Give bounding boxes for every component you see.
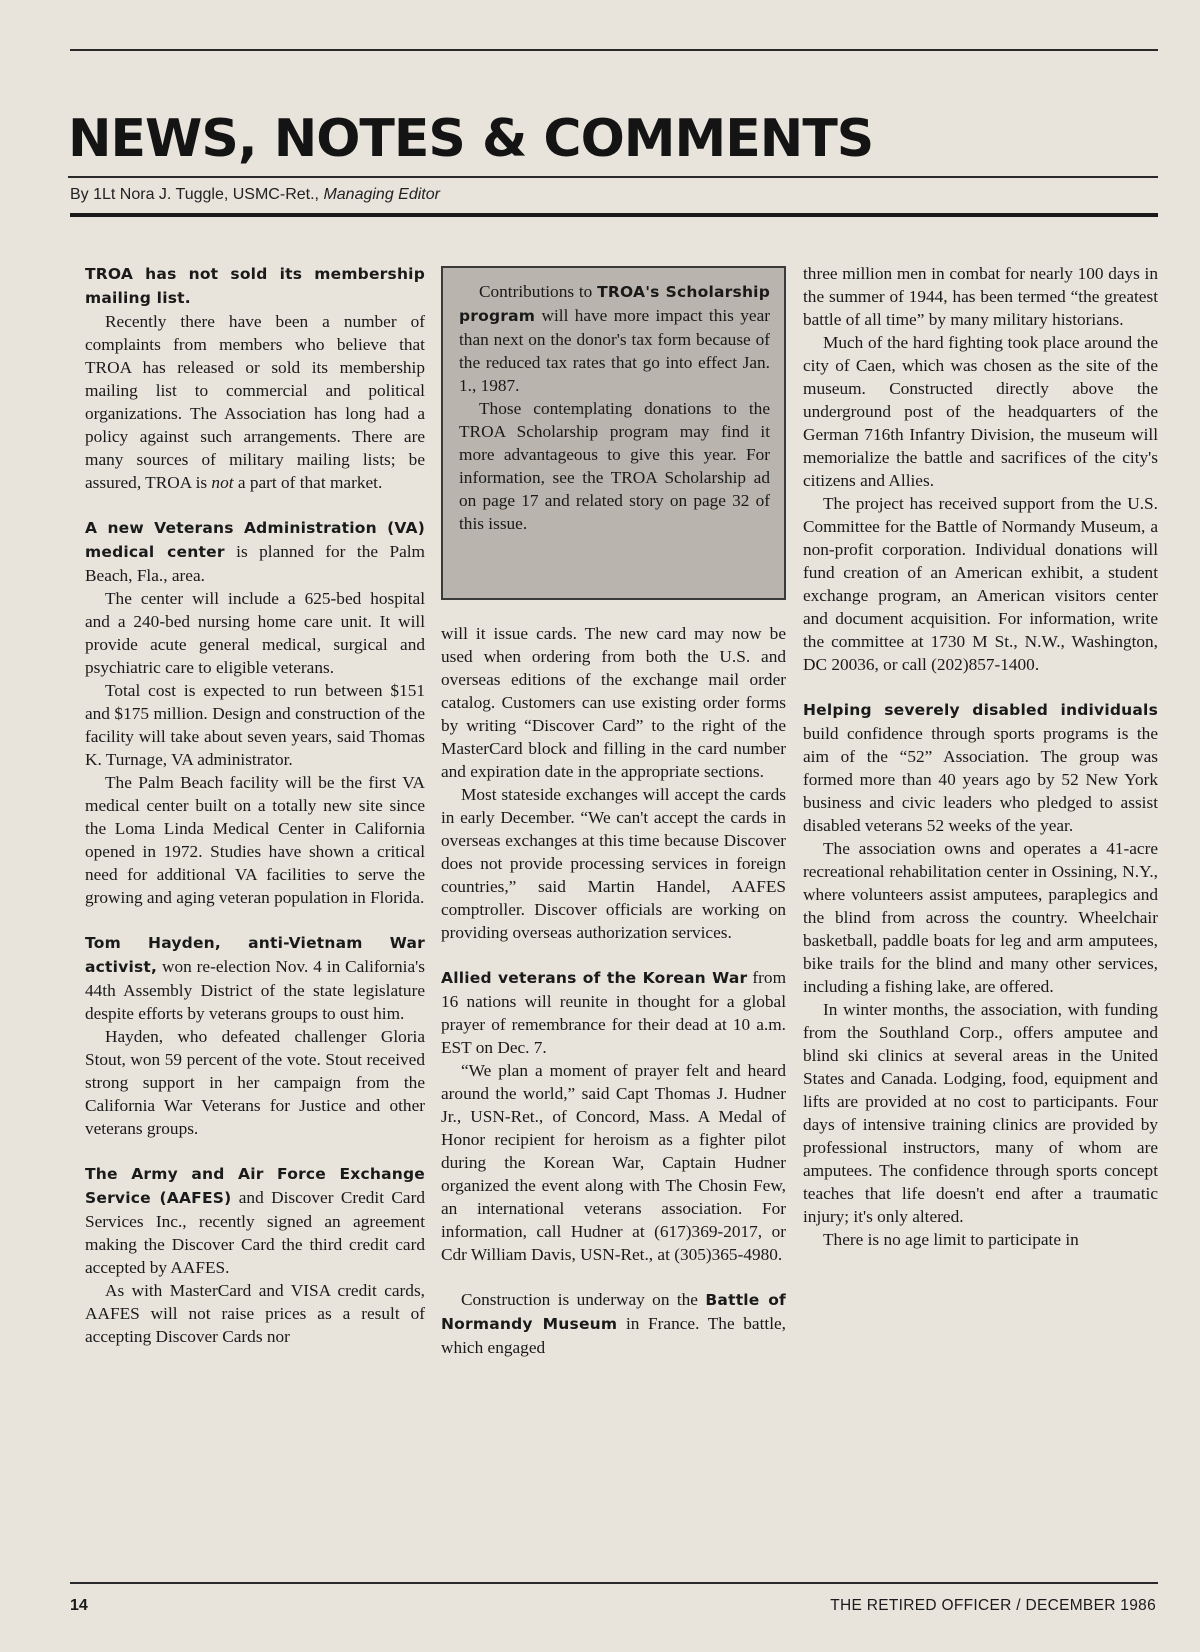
body-text: and Discover Credit Card Services Inc., recently signed an agreement making the Discover Card the third credit card accepted by AAFES. [85, 1188, 425, 1277]
body-text: will have more impact this year than next on the donor's tax form because of the reduced tax rates that go into effect Jan. 1., 1987. [459, 306, 770, 395]
paragraph: Hayden, who defeated challenger Gloria Stout, won 59 percent of the vote. Stout received strong support in her campaign from the California War Veterans for Justice and other veterans groups. [85, 1027, 425, 1138]
kicker-text: Battle of Normandy Museum [441, 1291, 787, 1333]
paragraph: In winter months, the association, with funding from the Southland Corp., offers amputee and blind ski clinics at several areas in the United States and Canada. Lodging, food, equipment and lifts are provided at no cost to participants. Four days of intensive training clinics are provided by professional instructors, many of whom are amputees. The confidence through sports concept teaches that life doesn't end after a traumatic injury; it's only altered. [803, 1000, 1158, 1226]
paragraph: There is no age limit to participate in [823, 1230, 1079, 1249]
kicker-text: TROA's Scholarship program [459, 283, 770, 325]
paragraph: three million men in combat for nearly 100 days in the summer of 1944, has been termed “the greatest battle of all time” by many military historians. [803, 264, 1158, 329]
item-korean-war-lead [441, 966, 786, 1059]
column-1 [85, 262, 425, 1348]
column-3 [803, 262, 1158, 1251]
body-text: won re-election Nov. 4 in California's 44th Assembly District of the state legislature despite efforts by veterans groups to oust him. [85, 957, 425, 1023]
sidebar-paragraph: Those contemplating donations to the TROA Scholarship program may find it more advantageous to give this year. For information, see the TROA Scholarship ad on page 17 and related story on page 32 of this issue. [459, 399, 770, 533]
item-mailing-list-kicker [85, 262, 425, 310]
byline [70, 186, 1070, 204]
kicker-text: Tom Hayden, anti-Vietnam War activist, [85, 934, 425, 976]
body-text: Construction is underway on the [461, 1290, 698, 1309]
item-hayden-lead [85, 931, 425, 1025]
paragraph: “We plan a moment of prayer felt and heard around the world,” said Capt Thomas J. Hudner Jr., USN-Ret., of Concord, Mass. A Medal of Honor recipient for heroism as a fighter pilot during the Korean War, Captain Hudner organized the event along with The Chosin Few, an international veterans association. For information, call Hudner at (617)369-2017, or Cdr William Davis, USN-Ret., at (305)365-4980. [441, 1061, 786, 1264]
byline-role: Managing Editor [323, 186, 440, 203]
body-text: Recently there have been a number of complaints from members who believe that TROA has released or sold its membership mailing list to commercial and political organizations. The Association has long had a policy against such arrangements. There are many sources of military mailing lists; be assured, TROA is [85, 312, 425, 492]
paragraph: will it issue cards. The new card may now be used when ordering from both the U.S. and overseas editions of the exchange mail order catalog. Customers can use existing order forms by writing “Discover Card” to the right of the MasterCard block and filling in the card number and expiration date in the appropriate sections. [441, 624, 786, 781]
kicker-text: The Army and Air Force Exchange Service (AAFES) [85, 1165, 425, 1207]
item-va-center-lead [85, 516, 425, 587]
body-text: in France. The battle, which engaged [441, 1314, 786, 1357]
paragraph: As with MasterCard and VISA credit cards, AAFES will not raise prices as a result of accepting Discover Cards nor [85, 1281, 425, 1346]
paragraph: Much of the hard fighting took place around the city of Caen, which was chosen as the site of the museum. Constructed directly above the underground post of the headquarters of the German 716th Infantry Division, the museum will memorialize the battle and sacrifices of the city's citizens and Allies. [803, 333, 1158, 490]
byline-author: By 1Lt Nora J. Tuggle, USMC-Ret., [70, 186, 319, 203]
paragraph: The project has received support from the U.S. Committee for the Battle of Normandy Museum, a non-profit corporation. Individual donations will fund creation of an American exhibit, a student exchange program, an American visitors center and document acquisition. For information, write the committee at 1730 M St., N.W., Washington, DC 20036, or call (202)857-1400. [803, 494, 1158, 674]
footer-rule [70, 1582, 1158, 1584]
paragraph: The center will include a 625-bed hospital and a 240-bed nursing home care unit. It will provide acute general medical, surgical and psychiatric care to eligible veterans. [85, 589, 425, 677]
body-text: from 16 nations will reunite in thought for a global prayer of remembrance for their dead at 10 a.m. EST on Dec. 7. [441, 968, 787, 1057]
kicker-text: Allied veterans of the Korean War [441, 969, 748, 987]
emphasis-text: not [211, 473, 234, 492]
body-text: build confidence through sports programs is the aim of the “52” Association. The group was formed more than 40 years ago by 52 New York business and civic leaders who pledged to assist disabled veterans 52 weeks of the year. [803, 724, 1158, 835]
paragraph: The association owns and operates a 41-acre recreational rehabilitation center in Ossining, N.Y., where volunteers assist amputees, paraplegics and the blind from across the country. Wheelchair basketball, paddle boats for leg and arm amputees, bike trails for the blind and many other services, including a fishing lake, are offered. [803, 839, 1158, 996]
body-text: Contributions to [479, 282, 593, 301]
section-title: NEWS, NOTES & COMMENTS [68, 109, 874, 169]
paragraph: The Palm Beach facility will be the first VA medical center built on a totally new site since the Loma Linda Medical Center in California opened in 1972. Studies have shown a critical need for additional VA facilities to serve the growing and aging veteran population in Florida. [85, 773, 425, 907]
title-underline [68, 176, 1158, 178]
top-rule [70, 49, 1158, 51]
paragraph: Most stateside exchanges will accept the cards in early December. “We can't accept the cards in overseas exchanges at this time because Discover does not provide processing services in foreign countries,” said Martin Handel, AAFES comptroller. Discover officials are working on providing overseas authorization services. [441, 785, 786, 942]
item-disabled-sports-lead [803, 698, 1158, 837]
item-normandy-lead [441, 1288, 786, 1359]
item-aafes-lead [85, 1162, 425, 1279]
publication-footer: THE RETIRED OFFICER / DECEMBER 1986 [830, 1597, 1156, 1614]
body-text: is planned for the Palm Beach, Fla., area. [85, 542, 425, 585]
column-2 [441, 622, 786, 1359]
paragraph: Total cost is expected to run between $151 and $175 million. Design and construction of the facility will take about seven years, said Thomas K. Turnage, VA administrator. [85, 681, 425, 769]
kicker-text: Helping severely disabled individuals [803, 701, 1158, 719]
scholarship-sidebar-box [441, 266, 786, 600]
header-heavy-rule [70, 213, 1158, 217]
kicker-text: TROA has not sold its membership mailing list. [85, 265, 425, 307]
sidebar-paragraph [459, 280, 770, 397]
page-number: 14 [70, 1597, 88, 1614]
kicker-text: A new Veterans Administration (VA) medical center [85, 519, 425, 561]
body-text: a part of that market. [237, 473, 383, 492]
item-mailing-list-body [85, 310, 425, 494]
